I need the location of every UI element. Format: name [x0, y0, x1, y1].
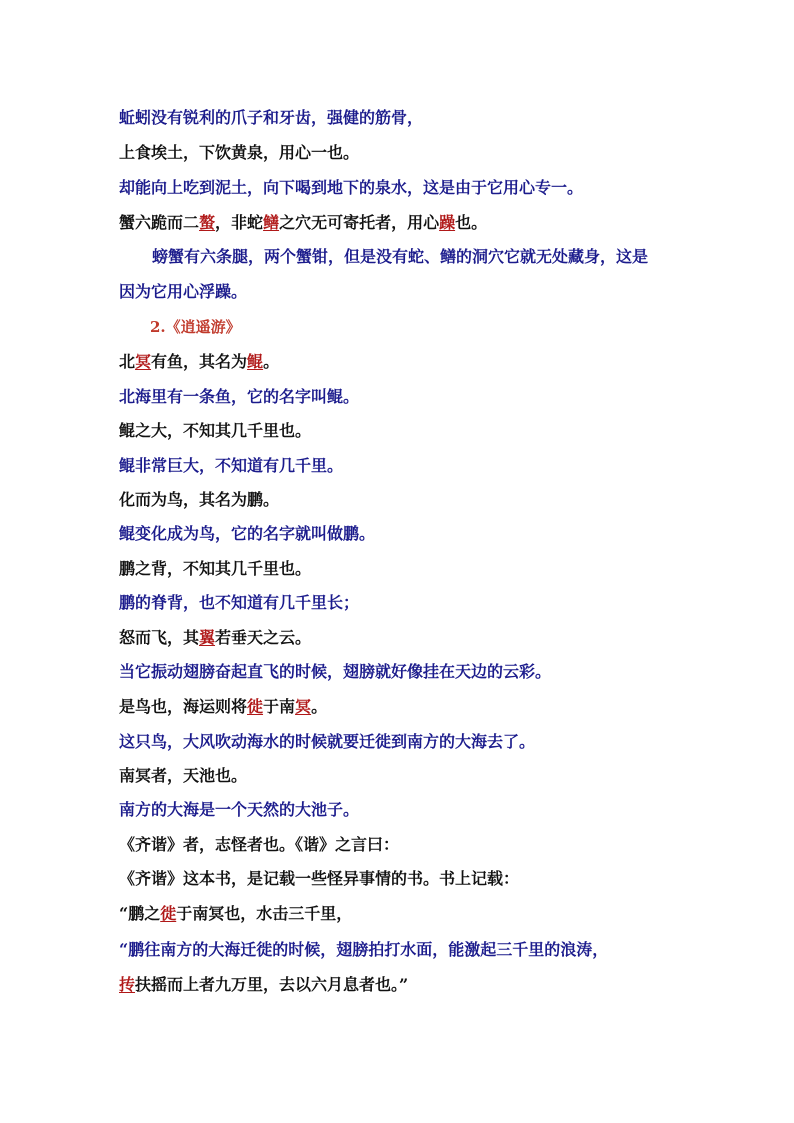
text-line	[119, 869, 519, 889]
text-segment: 这只鸟，大风吹动海水的时候就要迁徙到南方的大海去了。	[119, 732, 536, 751]
highlighted-character: 徙	[160, 904, 177, 923]
highlighted-character: 躁	[439, 213, 456, 232]
text-line	[119, 108, 423, 128]
text-segment: 。	[263, 352, 280, 371]
text-line	[119, 178, 583, 198]
text-line	[119, 904, 352, 924]
text-segment: 蟹六跪而二	[119, 213, 200, 232]
text-line	[119, 975, 408, 995]
text-segment: 鲲变化成为鸟，它的名字就叫做鹏。	[119, 524, 376, 543]
text-line	[119, 835, 399, 855]
text-segment: 2.《逍遥游》	[150, 318, 241, 336]
text-line	[119, 456, 343, 476]
text-segment: 蚯蚓没有锐利的爪子和牙齿，强健的筋骨，	[119, 108, 424, 127]
text-segment: 之穴无可寄托者，用心	[279, 213, 440, 232]
text-segment: 鲲之大，不知其几千里也。	[119, 421, 312, 440]
text-segment: 北	[119, 352, 136, 371]
text-segment: 《齐谐》者，志怪者也。《谐》之言曰：	[119, 835, 400, 854]
text-segment: 《齐谐》这本书，是记载一些怪异事情的书。书上记载：	[119, 869, 520, 888]
text-segment: 有鱼，其名为	[151, 352, 248, 371]
highlighted-character: 螯	[199, 213, 216, 232]
text-segment: 于南冥也，水击三千里，	[176, 904, 353, 923]
text-segment: 上食埃土，下饮黄泉，用心一也。	[119, 143, 360, 162]
highlighted-character: 冥	[295, 697, 312, 716]
text-segment: 鹏之背，不知其几千里也。	[119, 559, 312, 578]
text-segment: 北海里有一条鱼，它的名字叫鲲。	[119, 387, 360, 406]
text-line	[119, 421, 311, 441]
text-segment: 螃蟹有六条腿，两个蟹钳，但是没有蛇、鳝的洞穴它就无处藏身，这是	[152, 247, 649, 266]
text-line	[152, 247, 648, 267]
text-line	[119, 697, 327, 717]
text-line	[119, 490, 279, 510]
text-line	[119, 387, 359, 407]
text-segment: 南冥者，天池也。	[119, 766, 248, 785]
text-line	[119, 352, 279, 372]
text-segment: 化而为鸟，其名为鹏。	[119, 490, 280, 509]
text-line	[119, 800, 359, 820]
text-segment: 于南	[263, 697, 296, 716]
highlighted-character: 冥	[135, 352, 152, 371]
text-segment: “鹏之	[119, 904, 161, 923]
text-line	[119, 766, 247, 786]
text-line	[119, 593, 359, 613]
text-line	[119, 662, 551, 682]
text-segment: 扶摇而上者九万里，去以六月息者也。”	[135, 975, 409, 994]
text-line	[119, 213, 487, 233]
text-line	[119, 628, 311, 648]
text-segment: 南方的大海是一个天然的大池子。	[119, 800, 360, 819]
text-segment: 因为它用心浮躁。	[119, 282, 248, 301]
text-line	[119, 524, 375, 544]
text-line	[119, 940, 608, 960]
text-line	[119, 143, 359, 163]
text-segment: 若垂天之云。	[215, 628, 312, 647]
text-segment: 鲲非常巨大，不知道有几千里。	[119, 456, 344, 475]
highlighted-character: 抟	[119, 975, 136, 994]
highlighted-character: 徙	[247, 697, 264, 716]
text-segment: 却能向上吃到泥土，向下喝到地下的泉水，这是由于它用心专一。	[119, 178, 584, 197]
text-segment: 怒而飞，其	[119, 628, 200, 647]
highlighted-character: 鳝	[263, 213, 280, 232]
text-segment: 鹏的脊背，也不知道有几千里长；	[119, 593, 360, 612]
text-segment: “鹏往南方的大海迁徙的时候，翅膀拍打水面，能激起三千里的浪涛，	[119, 940, 609, 959]
text-segment: 当它振动翅膀奋起直飞的时候，翅膀就好像挂在天边的云彩。	[119, 662, 552, 681]
text-line	[119, 559, 311, 579]
text-segment: 是鸟也，海运则将	[119, 697, 248, 716]
highlighted-character: 鲲	[247, 352, 264, 371]
text-line	[119, 732, 535, 752]
text-line	[150, 317, 241, 337]
text-segment: 。	[311, 697, 328, 716]
text-segment: 也。	[455, 213, 488, 232]
text-segment: ，非蛇	[215, 213, 264, 232]
highlighted-character: 翼	[199, 628, 216, 647]
text-line	[119, 282, 247, 302]
